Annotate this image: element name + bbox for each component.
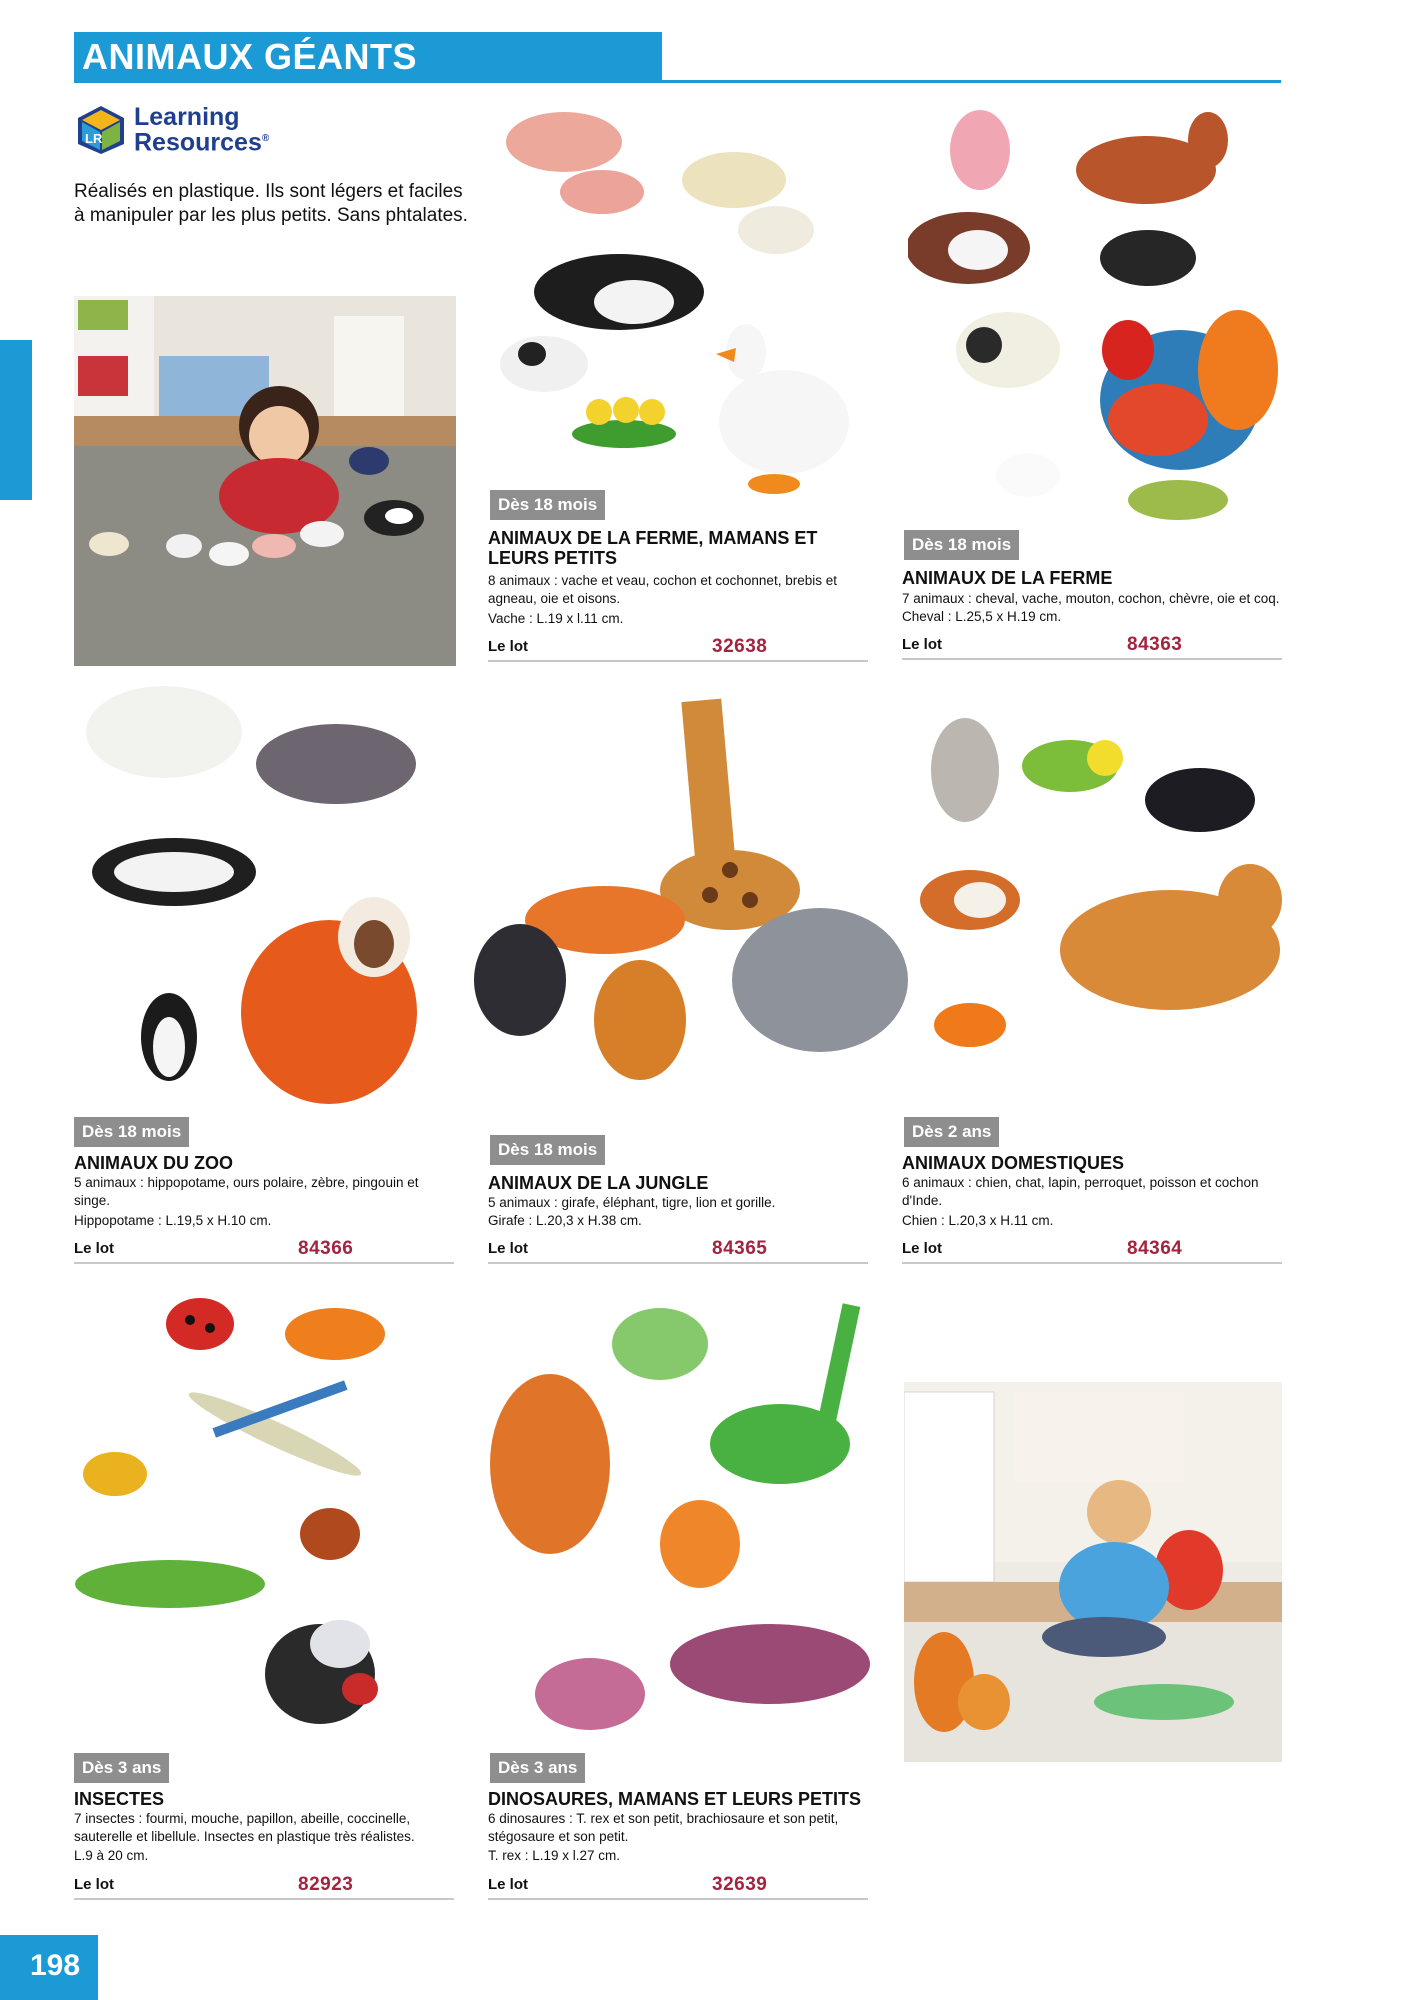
age-badge: Dès 3 ans: [74, 1753, 169, 1783]
age-badge: Dès 3 ans: [490, 1753, 585, 1783]
cube-logo-icon: [76, 104, 126, 156]
intro-text: Réalisés en plastique. Ils sont légers et faciles à manipuler par les plus petits. Sans phtalates.: [74, 181, 468, 226]
product-dimensions: L.9 à 20 cm.: [74, 1848, 149, 1863]
price-unit-label: Le lot: [488, 638, 528, 655]
registered-mark: ®: [261, 133, 270, 144]
brand-line-2: Resources: [134, 128, 262, 157]
product-title: DINOSAURES, MAMANS ET LEURS PETITS: [488, 1789, 862, 1809]
dinosaurs-illustration: [470, 1284, 890, 1754]
product-description: 6 animaux : chien, chat, lapin, perroquet, poisson et cochon d'Inde.: [902, 1175, 1259, 1208]
product-dimensions: T. rex : L.19 x l.27 cm.: [488, 1848, 621, 1863]
product-reference: 32639: [712, 1874, 768, 1895]
product-reference: 84363: [1127, 634, 1183, 655]
photo-boy-playing: [904, 1382, 1282, 1762]
product-description: 5 animaux : hippopotame, ours polaire, zèbre, pingouin et singe.: [74, 1175, 419, 1208]
product-underline: [902, 1262, 1282, 1264]
farm-mamans-illustration: [484, 92, 884, 512]
product-title: ANIMAUX DE LA FERME, MAMANS ET LEURS PETITS: [488, 528, 818, 568]
brand-logo: [76, 100, 276, 160]
side-tab-marker: [0, 340, 32, 500]
product-underline: [488, 1898, 868, 1900]
pets-illustration: [910, 680, 1290, 1120]
product-dimensions: Cheval : L.25,5 x H.19 cm.: [902, 609, 1062, 624]
product-title: ANIMAUX DOMESTIQUES: [902, 1153, 1125, 1173]
product-title: ANIMAUX DE LA FERME: [902, 568, 1113, 588]
boy-scene-illustration: [904, 1382, 1282, 1762]
product-underline: [74, 1262, 454, 1264]
product-title: INSECTES: [74, 1789, 165, 1809]
product-reference: 84365: [712, 1238, 768, 1259]
price-unit-label: Le lot: [902, 636, 942, 653]
cube-letters: LR: [85, 131, 103, 146]
price-unit-label: Le lot: [74, 1240, 114, 1257]
product-dimensions: Vache : L.19 x l.11 cm.: [488, 611, 624, 626]
product-description: 5 animaux : girafe, éléphant, tigre, lion et gorille.: [488, 1195, 776, 1210]
product-title: ANIMAUX DE LA JUNGLE: [488, 1173, 709, 1193]
price-unit-label: Le lot: [902, 1240, 942, 1257]
product-underline: [902, 658, 1282, 660]
price-unit-label: Le lot: [488, 1240, 528, 1257]
age-badge: Dès 18 mois: [490, 490, 605, 520]
price-unit-label: Le lot: [74, 1876, 114, 1893]
zoo-animals-illustration: [74, 672, 444, 1112]
product-dimensions: Hippopotame : L.19,5 x H.10 cm.: [74, 1213, 272, 1228]
page-number: 198: [30, 1949, 81, 1982]
photo-girl-playing: [74, 296, 456, 666]
product-underline: [488, 1262, 868, 1264]
product-underline: [488, 660, 868, 662]
product-dimensions: Chien : L.20,3 x H.11 cm.: [902, 1213, 1054, 1228]
jungle-animals-illustration: [440, 680, 920, 1100]
product-description: 7 animaux : cheval, vache, mouton, cochon, chèvre, oie et coq.: [902, 591, 1280, 606]
product-description: 6 dinosaures : T. rex et son petit, brachiosaure et son petit, stégosaure et son petit.: [488, 1811, 839, 1844]
age-badge: Dès 2 ans: [904, 1117, 999, 1147]
section-title: ANIMAUX GÉANTS: [82, 36, 418, 77]
section-title-bar: [74, 32, 662, 82]
product-underline: [74, 1898, 454, 1900]
age-badge: Dès 18 mois: [490, 1135, 605, 1165]
girl-scene-illustration: [74, 296, 456, 666]
product-dimensions: Girafe : L.20,3 x H.38 cm.: [488, 1213, 642, 1228]
brand-line-1: Learning: [134, 103, 240, 131]
product-reference: 32638: [712, 636, 768, 657]
brand-name: [134, 103, 270, 157]
age-badge: Dès 18 mois: [904, 530, 1019, 560]
insects-illustration: [60, 1284, 460, 1764]
product-description: 8 animaux : vache et veau, cochon et cochonnet, brebis et agneau, oie et oisons.: [488, 573, 837, 606]
page-number-box: [0, 1935, 98, 2000]
product-description: 7 insectes : fourmi, mouche, papillon, abeille, coccinelle, sauterelle et libellule. Insectes en plastique très réalistes.: [74, 1811, 415, 1844]
product-reference: 84366: [298, 1238, 354, 1259]
farm-animals-illustration: [908, 100, 1288, 540]
product-reference: 82923: [298, 1874, 354, 1895]
product-reference: 84364: [1127, 1238, 1183, 1259]
age-badge: Dès 18 mois: [74, 1117, 189, 1147]
title-underline: [74, 80, 1281, 83]
product-title: ANIMAUX DU ZOO: [74, 1153, 233, 1173]
price-unit-label: Le lot: [488, 1876, 528, 1893]
